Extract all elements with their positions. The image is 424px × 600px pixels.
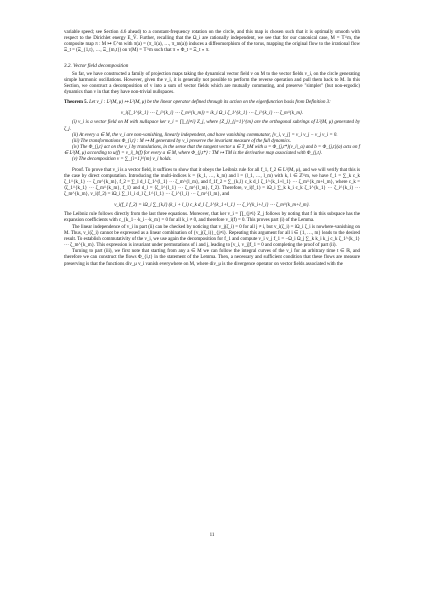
proof-paragraph-4: Turning to part (iii), we first note that starting from any a ∈ M we can follow the integral curves of the v_i for an arbitrary time t ∈ ℝ, and therefore we can construct the flows Φ_{i,t} in the statement of the Lemma. Then, a necessary and sufficient condition that these flows are measure preserving is that the functions div_μ v_i vanish everywhere on M, where div_μ is the divergence operator on vector fields associated with the [64, 249, 360, 267]
equation-2: v_i(f_1 f_2) = iΩ_i ∑_{k,l} (k_i + l_i) c_k d_l ζ_1^{k_1+l_1} ⋯ ζ_i^{k_i+l_i} ⋯ ζ_m^{k_m+l_m}. [114, 203, 310, 209]
theorem-statement [64, 100, 360, 106]
intro-paragraph: variable speed; see Section 4.6 ahead) to a constant-frequency rotation on the circle, and this map is chosen such that it is optimally smooth with respect to the Dirichlet energy E_Ṽ. Further, recalling that the Ω_i are rationally independent, we see that for our canonical case, M = 𝕋^m, the composite map π : M ↦ ℂ^m with π(a) = (π_1(a), …, π_m(a)) induces a diffeomorphism of the torus, mapping the original flow to the irrational flow Ξ_t = (Ξ_{1,t}, …, Ξ_{m,t}) on τ(M) = 𝕋^m such that π ∘ Φ_t = Ξ_t ∘ π. [64, 30, 360, 54]
theorem-item-iii: (iii) The transformations Φ_{i,t} : M ↦ M generated by v_i preserve the invariant measure of the full dynamics. [72, 138, 291, 144]
proof-paragraph-2: The Leibniz rule follows directly from the last three equations. Moreover, that ker v_i = ∏_{j≠i} Z_j follows by noting that f in this subspace has the expansion coefficients with c_{k_1⋯k_i⋯k_m} = 0 for all k_i ≠ 0, and therefore v_i(f) = 0. This proves part (i) of the Lemma. [64, 212, 360, 224]
page-number: 11 [209, 533, 215, 538]
proof-paragraph-3: The linear independence of v_i in part (ii) can be checked by noticing that v_j(ζ_i) = 0 for all j ≠ i, but v_i(ζ_i) = iΩ_i ζ_i is nowhere-vanishing on M. Thus, v_i(ζ_i) cannot be expressed as a linear combination of {v_j(ζ_i)}_{j≠i}. Repeating this argument for all i ∈ {1, …, m} leads to the desired result. To establish commutativity of the v_i, we use again the decomposition for f_1 and compute v_i v_j f_1 = −Ω_i Ω_j ∑_k k_i k_j c_k ζ_1^{k_1} ⋯ ζ_m^{k_m}. This expression is invariant under permutations of i and j, leading to [v_i, v_j]f_1 = 0 and completing the proof of part (ii). [64, 224, 360, 249]
decomposition-paragraph: So far, we have constructed a family of projection maps taking the dynamical vector field v on M to the vector fields v_i, on the circle generating simple harmonic oscillations. However, given the v_i, it is generally not possible to perform the reverse operation and pull them back to M. In this Section, we construct a decomposition of v into a sum of vector fields which are mutually commuting, and preserve "simpler" (but non-ergodic) dynamics than v in that they have non-trivial nullspaces. [64, 71, 360, 96]
theorem-item-iv: (iv) The Φ_{j,t} act on the v_i by translations, in the sense that the tangent vector u ∈ T_bM with u = Φ_{j,t*}(v_i|_a) and b = Φ_{j,t}(a) acts on f ∈ L²(M, μ) according to u(f) = v_i|_b(f) for every a ∈ M, where Φ_{j,t*} : TM ↦ TM is the derivative map associated with Φ_{j,t}. [64, 145, 360, 157]
equation-1: v_i(ζ_1^{k_1} ⋯ ζ_i^{k_i} ⋯ ζ_m^{k_m}) = ik_i Ω_i ζ_1^{k_1} ⋯ ζ_i^{k_i} ⋯ ζ_m^{k_m}. [120, 111, 304, 117]
proof-paragraph-1: Proof. To prove that v_i is a vector field, it suffices to show that it obeys the Leibniz rule for all f_1, f_2 ∈ L²(M, μ), and we will verify that this is the case by direct computation. Introducing the multi-indices k = (k_1, …, k_m) and l = (l_1, …, l_m) with k, l ∈ ℤ^m, we have f_1 = ∑_k c_k ζ_1^{k_1} ⋯ ζ_m^{k_m}, f_2 = ∑_l d_l ζ_1^{l_1} ⋯ ζ_m^{l_m}, and f_1f_2 = ∑_{k,l} c_k d_l ζ_1^{k_1+l_1} ⋯ ζ_m^{k_m+l_m}, where c_k = ⟨ζ_1^{k_1} ⋯ ζ_m^{k_m}, f_1⟩ and d_l = ⟨ζ_1^{l_1} ⋯ ζ_m^{l_m}, f_2⟩. Therefore, v_i(f_1) = iΩ_i ∑_k k_i c_k ζ_1^{k_1} ⋯ ζ_i^{k_i} ⋯ ζ_m^{k_m}, v_i(f_2) = iΩ_i ∑_l l_i d_l ζ_1^{l_1} ⋯ ζ_i^{l_i} ⋯ ζ_m^{l_m}, and [64, 167, 360, 198]
section-heading: 3.2. Vector field decomposition [64, 62, 129, 69]
theorem-item-i: (i) v_i is a vector field on M with nullspace ker v_i = ∏_{j≠i} Z_j, where {Z_j}_{j=1}^{m} are the orthogonal subrings of L²(M, μ) generated by ζ_j. [64, 120, 360, 132]
theorem-label: Theorem 5. [64, 100, 88, 106]
theorem-item-ii: (ii) At every a ∈ M, the v_i are non-vanishing, linearly independent, and have vanishing commutator, [v_i, v_j] = v_i v_j − v_j v_i = 0. [72, 132, 338, 138]
theorem-item-v: (v) The decomposition v = ∑_{i=1}^{m} v_i holds. [72, 157, 172, 163]
theorem-text: Let v_i : L²(M, μ) ↦ L²(M, μ) be the linear operator defined through its action on the eigenfunction basis from Definition 3: [89, 100, 331, 106]
